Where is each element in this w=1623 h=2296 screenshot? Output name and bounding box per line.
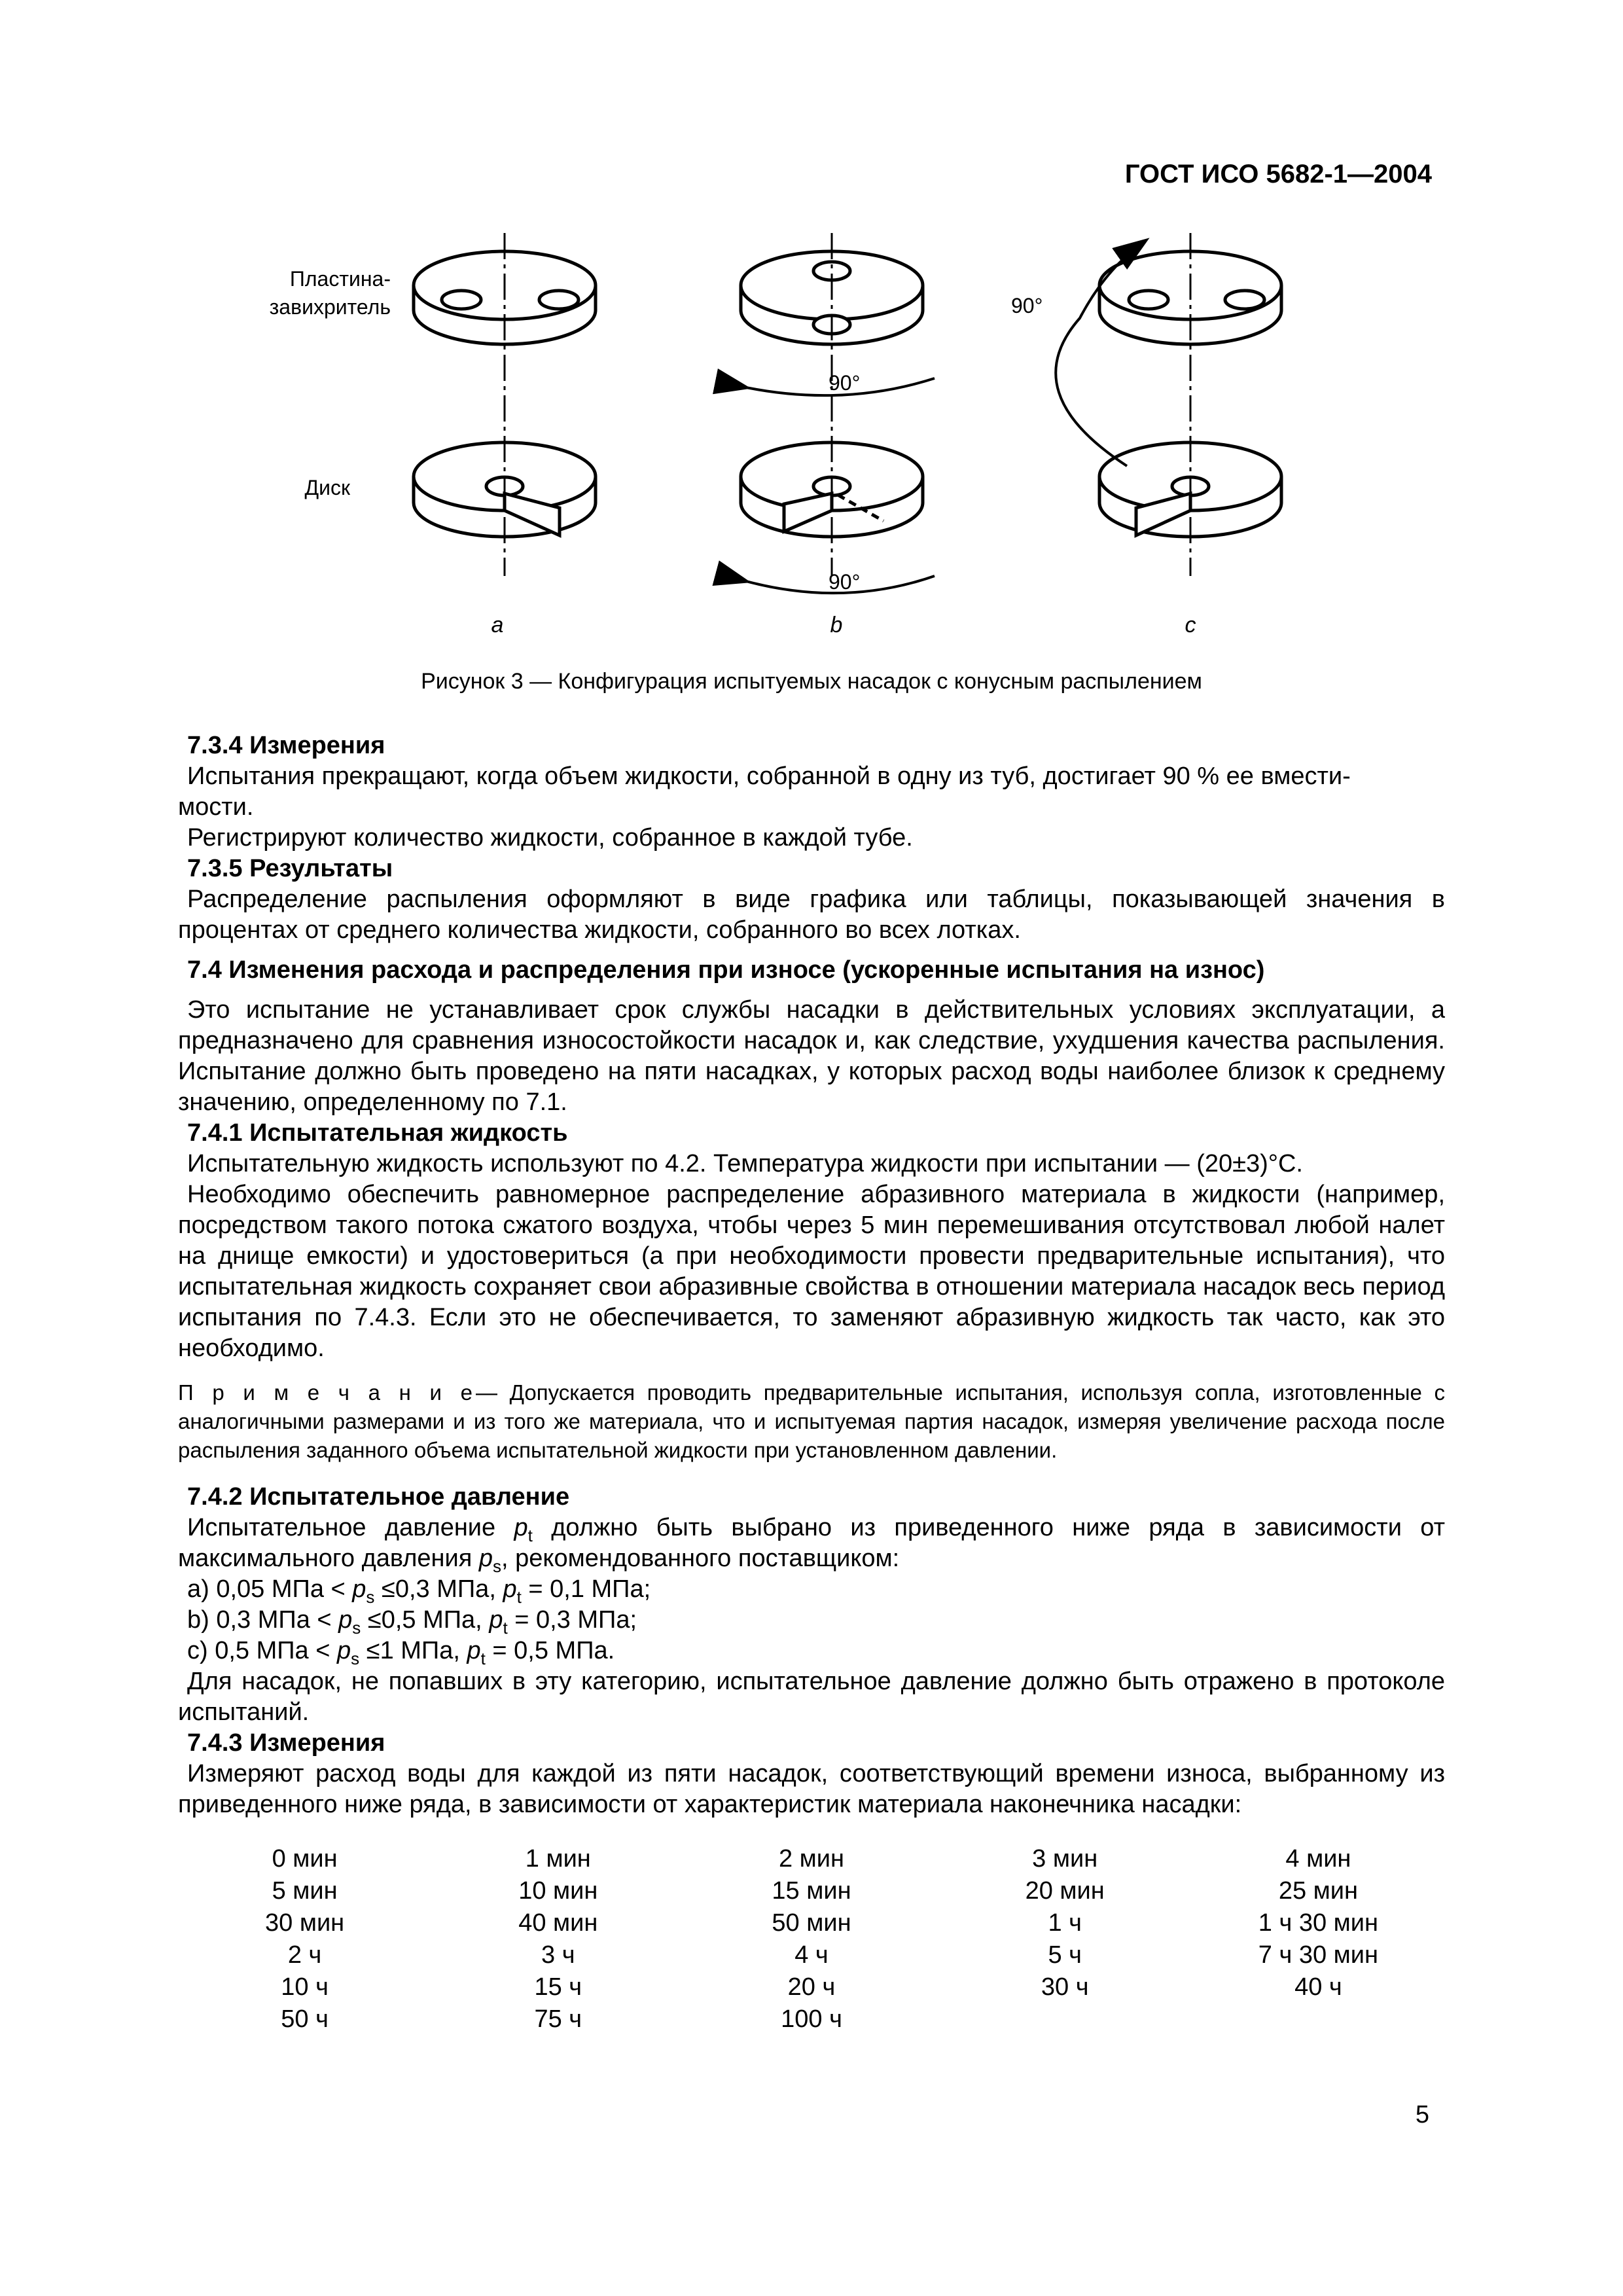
wear-time-cell: 75 ч: [534, 2005, 582, 2033]
wear-time-cell: 20 ч: [787, 1973, 836, 2001]
section-7-4-1-para-2: Необходимо обеспечить равномерное распределение абразивного материала в жидкости (например, посредством такого потока сжатого воздуха, чтобы через 5 мин перемешивания отсутствовал любой налет на днище емкости) и удостовериться (а при необходимости провести предварительные испытания), что испытательная жидкость сохраняет свои абразивные свойства в отношении материала насадок весь период испытания по 7.4.3. Если это не обеспечивается, то заменяют абразивную жидкость так часто, как это необходимо.: [178, 1181, 1445, 1362]
wear-time-cell: 2 ч: [287, 1941, 322, 1969]
wear-time-cell: 5 ч: [1048, 1941, 1082, 1969]
wear-time-cell: 3 мин: [1032, 1845, 1098, 1873]
wear-time-cell: 7 ч 30 мин: [1258, 1941, 1378, 1969]
section-7-3-4-heading: 7.3.4 Измерения: [187, 732, 385, 759]
document-body: [178, 730, 1445, 2035]
section-7-3-5-heading: 7.3.5 Результаты: [187, 855, 393, 882]
section-7-4-2-heading: 7.4.2 Испытательное давление: [187, 1483, 570, 1511]
wear-time-cell: 40 мин: [518, 1909, 598, 1937]
wear-time-cell: 3 ч: [541, 1941, 575, 1969]
wear-time-cell: 30 мин: [265, 1909, 345, 1937]
wear-time-cell: 100 ч: [781, 2005, 842, 2033]
section-7-4-3-para-1: Измеряют расход воды для каждой из пяти насадок, соответствующий времени износа, выбранному из приведенного ниже ряда, в зависимости от характеристик материала наконечника насадки:: [178, 1760, 1445, 1818]
section-7-4-para-1: Это испытание не устанавливает срок службы насадки в действительных условиях эксплуатации, а предназначено для сравнения износостойкости насадок и, как следствие, ухудшения качества распыления. Испытание должно быть проведено на пяти насадках, у которых расход воды наиболее близок к среднему значению, определенному по 7.1.: [178, 996, 1445, 1116]
figure-caption: Рисунок 3 — Конфигурация испытуемых насадок с конусным распылением: [421, 669, 1202, 694]
wear-time-cell: 4 мин: [1285, 1845, 1351, 1873]
section-7-4-heading: 7.4 Изменения расхода и распределения при износе (ускоренные испытания на износ): [187, 956, 1265, 984]
section-7-3-4-para-1-cont: мости.: [178, 793, 254, 821]
wear-time-table: [178, 1844, 1445, 2035]
section-7-3-4-para-1: Испытания прекращают, когда объем жидкости, собранной в одну из туб, достигает 90 % ее вмести-: [187, 762, 1351, 790]
wear-time-cell: 50 мин: [772, 1909, 851, 1937]
wear-time-cell: 10 ч: [281, 1973, 329, 2001]
section-7-4-1-para-1: Испытательную жидкость используют по 4.2. Температура жидкости при испытании — (20±3)°С.: [187, 1150, 1303, 1177]
wear-time-cell: 15 мин: [772, 1877, 851, 1905]
wear-time-cell: 5 мин: [272, 1877, 338, 1905]
nozzle-configuration-figure: [0, 0, 1623, 655]
page-number: 5: [1415, 2101, 1429, 2128]
wear-time-cell: 1 мин: [525, 1845, 591, 1873]
wear-time-cell: 4 ч: [794, 1941, 829, 1969]
subfigure-b-label: b: [830, 613, 843, 637]
wear-time-cell: 20 мин: [1025, 1877, 1105, 1905]
pressure-item-b: b) 0,3 МПа < $p_s \le 0,5$ МПа, $p_t = 0,3$ МПа;: [187, 1606, 637, 1638]
section-7-4-2-para-2: Для насадок, не попавших в эту категорию, испытательное давление должно быть отражено в протоколе испытаний.: [178, 1668, 1445, 1726]
subfigure-c-label: c: [1185, 613, 1196, 637]
wear-time-cell: 25 мин: [1278, 1877, 1358, 1905]
section-7-4-2-para-1: Испытательное давление $p_t$ должно быть выбрано из приведенного ниже ряда в зависимости от максимального давления $p_s$, рекомендованного поставщиком:: [178, 1514, 1445, 1576]
wear-time-cell: 1 ч 30 мин: [1258, 1909, 1378, 1937]
note-text: — Допускается проводить предварительные испытания, используя сопла, изготовленные с аналогичными размерами и из того же материала, что и испытуемая партия насадок, измеряя увеличение расхода после распыления заданного объема испытательной жидкости при установленном давлении.: [178, 1380, 1445, 1462]
section-7-4-1-heading: 7.4.1 Испытательная жидкость: [187, 1119, 568, 1147]
angle-label-top: 90°: [829, 371, 861, 395]
disk-label: Диск: [304, 476, 350, 499]
note-label: П р и м е ч а н и е: [178, 1380, 476, 1405]
document-code: ГОСТ ИСО 5682-1—2004: [1124, 160, 1432, 188]
note: [178, 1378, 1445, 1465]
section-7-4-3-heading: 7.4.3 Измерения: [187, 1729, 385, 1757]
section-7-3-5-para-1: Распределение распыления оформляют в виде графика или таблицы, показывающей значения в процентах от среднего количества жидкости, собранного во всех лотках.: [178, 886, 1445, 944]
wear-time-cell: 30 ч: [1041, 1973, 1089, 2001]
pressure-item-c: c) 0,5 МПа < $p_s \le 1$ МПа, $p_t = 0,5$ МПа.: [187, 1637, 615, 1668]
wear-time-cell: 0 мин: [272, 1845, 338, 1873]
subfigure-a-label: a: [491, 613, 504, 637]
wear-time-cell: 2 мин: [778, 1845, 844, 1873]
wear-time-cell: 40 ч: [1294, 1973, 1342, 2001]
plate-label-2: завихритель: [269, 295, 391, 319]
angle-label-bottom: 90°: [829, 570, 861, 594]
pressure-item-a: a) 0,05 МПа < $p_s \le 0,3$ МПа, $p_t = 0,1$ МПа;: [187, 1575, 651, 1607]
wear-time-cell: 15 ч: [534, 1973, 582, 2001]
wear-time-cell: 10 мин: [518, 1877, 598, 1905]
plate-label: Пластина-: [289, 267, 391, 291]
section-7-3-4-para-2: Регистрируют количество жидкости, собранное в каждой тубе.: [187, 824, 913, 852]
wear-time-cell: 50 ч: [281, 2005, 329, 2033]
wear-time-cell: 1 ч: [1048, 1909, 1082, 1937]
angle-label-side: 90°: [1011, 294, 1043, 317]
